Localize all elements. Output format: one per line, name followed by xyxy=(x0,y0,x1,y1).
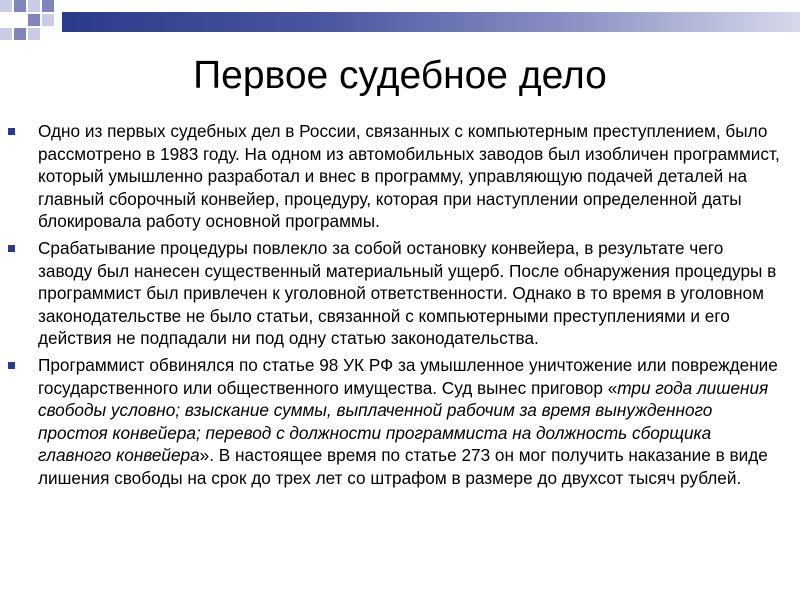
deco-square xyxy=(28,28,40,40)
deco-square xyxy=(14,28,26,40)
header-gradient-bar xyxy=(62,12,800,32)
square-bullet-icon xyxy=(8,128,15,135)
square-bullet-icon xyxy=(8,245,15,252)
deco-square xyxy=(14,0,26,12)
bullet-item xyxy=(0,237,800,350)
bullet-item xyxy=(0,354,800,490)
sentence-quote: три года лишения свободы условно; взыскание суммы, выплаченной рабочим за время вынужденного простоя конвейера; перевод с должности программиста на должность сборщика главного конвейера xyxy=(38,377,769,466)
bullet-text-end: ». В настоящее время по статье 273 он мог получить наказание в виде лишения свободы на срок до трех лет со штрафом в размере до двухсот тысяч рублей. xyxy=(38,445,768,488)
bullet-text xyxy=(38,354,782,490)
deco-square xyxy=(28,0,40,12)
slide-title: Первое судебное дело xyxy=(193,54,607,97)
bullet-text: Срабатывание процедуры повлекло за собой остановку конвейера, в результате чего заводу был нанесен существенный материальный ущерб. После обнаружения процедуры в программист был привлечен к уголовной ответственности. Однако в то время в уголовном законодательстве не было статьи, связанной с компьютерными преступлениями и его действия не подпадали ни под одну статью законодательства. xyxy=(38,237,777,349)
bullet-text-start: Программист обвинялся по статье 98 УК РФ за умышленное уничтожение или повреждение государственного или общественного имущества. Суд вынес приговор « xyxy=(38,354,778,398)
deco-square xyxy=(28,14,40,26)
decorative-squares xyxy=(0,0,70,50)
deco-square xyxy=(0,28,12,40)
deco-square xyxy=(0,0,12,12)
bullet-item xyxy=(0,120,800,233)
bullet-list xyxy=(0,120,800,494)
deco-square xyxy=(42,14,54,26)
deco-square xyxy=(42,0,54,12)
square-bullet-icon xyxy=(8,362,15,369)
bullet-text: Одно из первых судебных дел в России, связанных с компьютерным преступлением, было рассмотрено в 1983 году. На одном из автомобильных заводов был изобличен программист, который умышленно разработал и внес в программу, управляющую подачей деталей на главный сборочный конвейер, процедуру, которая при наступлении определенной даты блокировала работу основной программы. xyxy=(38,121,780,232)
